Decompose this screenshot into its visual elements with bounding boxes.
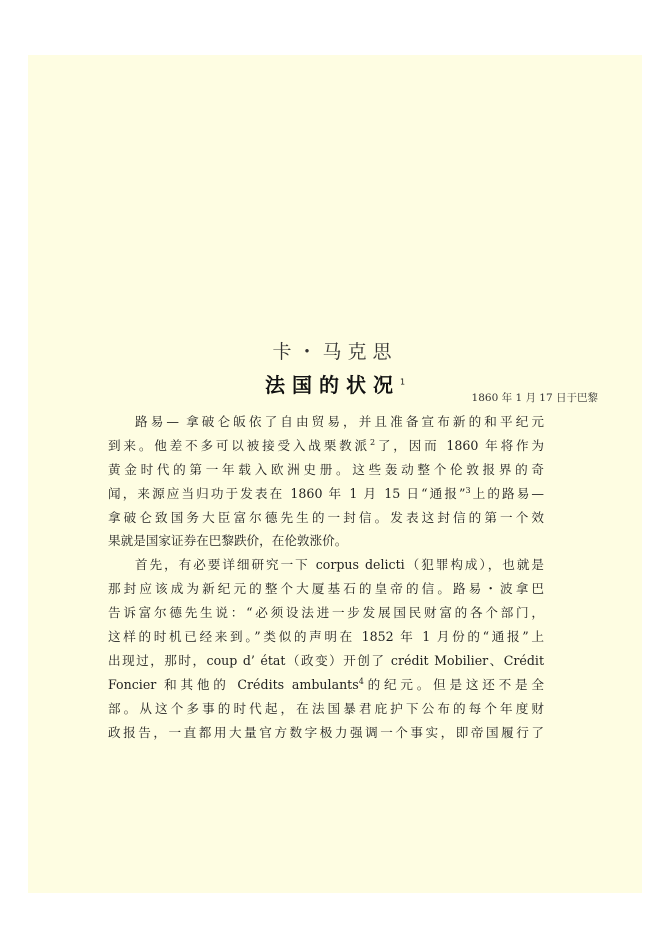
body-text: 的纪元。但是这还不是全 — [363, 676, 545, 692]
title-footnote-mark: 1 — [399, 377, 406, 387]
body-text: 到来。他差不多可以被接受入战栗教派 — [108, 437, 370, 453]
body-text: Foncier 和其他的 Crédits ambulants — [108, 676, 359, 692]
body-text: 了，因而 1860 年将作为 — [375, 437, 545, 453]
footnote-mark: 3 — [465, 485, 471, 495]
dateline: 1860 年 1 月 17 日于巴黎 — [471, 392, 598, 404]
body-line: 首先，有必要详细研究一下 corpus delicti（犯罪构成），也就是 — [135, 557, 544, 573]
article-body — [108, 410, 544, 744]
body-line: 路易— 拿破仑皈依了自由贸易，并且准备宣布新的和平纪元 — [135, 414, 544, 429]
body-line: 政报告，一直都用大量官方数字极力强调一个事实，即帝国履行了 — [108, 724, 544, 740]
footnote-mark: 4 — [358, 676, 364, 686]
body-line: 这样的时机已经来到。”类似的声明在 1852 年 1 月份的“通报”上 — [108, 629, 544, 645]
body-line: 那封应该成为新纪元的整个大厦基石的皇帝的信。路易・波拿巴 — [108, 581, 544, 597]
body-line: 告诉富尔德先生说：“必须设法进一步发展国民财富的各个部门， — [108, 605, 544, 621]
title-text: 法国的状况 — [264, 373, 400, 397]
author-name: 卡・马克思 — [272, 341, 398, 363]
body-line — [108, 482, 544, 506]
body-line: 拿破仑致国务大臣富尔德先生的一封信。发表这封信的第一个效 — [108, 509, 544, 525]
body-line: 出现过，那时，coup d’ état（政变）开创了 crédit Mobilier、Crédit — [108, 652, 544, 668]
body-line — [108, 434, 544, 458]
footnote-mark: 2 — [369, 437, 376, 447]
body-line: 部。从这个多事的时代起，在法国暴君庇护下公布的每个年度财 — [108, 700, 544, 716]
body-line — [108, 673, 544, 697]
body-line: 果就是国家证券在巴黎跌价，在伦敦涨价。 — [108, 533, 348, 549]
body-line: 黄金时代的第一年载入欧洲史册。这些轰动整个伦敦报界的奇 — [108, 461, 544, 477]
body-text: 闻，来源应当归功于发表在 1860 年 1 月 15 日“通报” — [108, 485, 466, 501]
body-text: 上的路易— — [470, 485, 545, 501]
